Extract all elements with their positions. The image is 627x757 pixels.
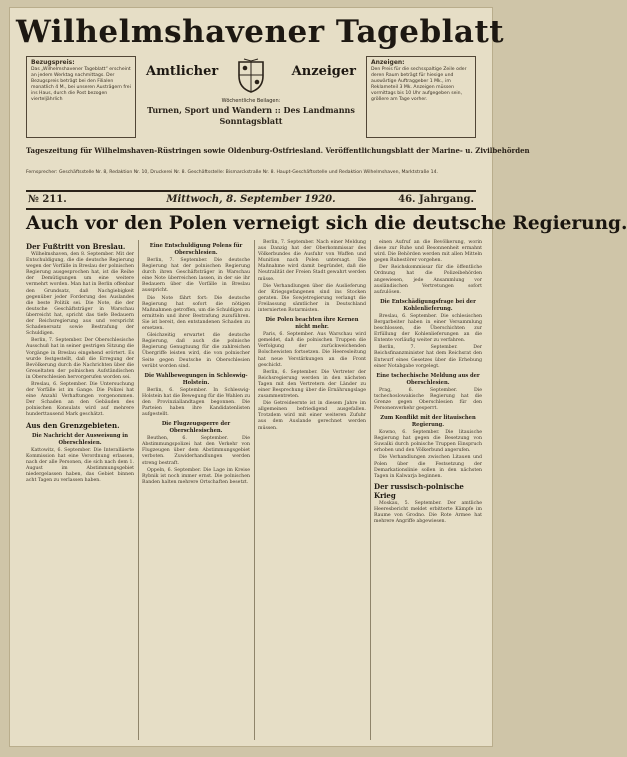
column-rule xyxy=(254,240,255,740)
article-subtitle: Die Nachricht der Ausweisung in Oberschlesien. xyxy=(31,432,128,446)
article-paragraph: Kowno, 6. September. Die litauische Regierung hat gegen die Besetzung von Suwalki durch polnische Truppen Einspruch erhoben und den Völkerbund angerufen. xyxy=(374,430,482,454)
article-paragraph: Berlin, 7. September. Der Oberschlesische Ausschuß hat in seiner gestrigen Sitzung die Vorgänge in Breslau eingehend erörtert. Es wurde festgestellt, daß die Erregung der Bevölkerung durch die Nachrichten über die Greueltaten der polnischen Aufständischen in Oberschlesien hervorgerufen worden sei. xyxy=(26,338,134,380)
column-1 xyxy=(26,240,134,740)
issue-dateline xyxy=(26,190,476,210)
subscription-text: Das „Wilhelmshavener Tageblatt“ erscheint an jedem Werktag nachmittags. Der Bezugspreis beträgt bei den Filialen monatlich 4 M., bei unseren Austrägern frei ins Haus, durch die Post bezogen vierteljährlich xyxy=(31,67,131,102)
official-gazette-banner xyxy=(140,56,362,138)
article-subtitle: Die Wahlbewegungen in Schleswig-Holstein. xyxy=(144,372,248,386)
subscription-title: Bezugspreis: xyxy=(31,59,75,66)
article-paragraph: Berlin, 6. September. Die Vertreter der Reichsregierung werden in den nächsten Tagen mit den Vertretern der Länder zu einer Besprechung über die Ernährungslage zusammentreten. xyxy=(258,369,366,400)
newspaper-page xyxy=(10,8,627,746)
article-title: Der russisch-polnische Krieg xyxy=(374,481,464,500)
header-boxes xyxy=(26,56,476,142)
column-2 xyxy=(142,240,250,740)
article-paragraph: Die Verhandlungen über die Auslieferung der Kriegsgefangenen sind ins Stocken geraten. Die Sowjetregierung verlangt die Freilassung sämtlicher in Deutschland internierten Rotarmisten. xyxy=(258,283,366,314)
column-rule xyxy=(138,240,139,740)
supplements-titles: Turnen, Sport und Wandern :: Des Landmanns Sonntagsblatt xyxy=(147,105,355,126)
coat-of-arms-icon xyxy=(236,58,266,94)
article-title: Der Fußtritt von Breslau. xyxy=(26,242,126,251)
article-paragraph: Die Getreideernte ist in diesem Jahre im allgemeinen befriedigend ausgefallen. Trotzdem wird mit einer weiteren Zufuhr aus dem Auslande gerechnet werden müssen. xyxy=(258,401,366,431)
article-subtitle: Eine Entschuldigung Polens für Oberschlesien. xyxy=(149,243,243,256)
issue-number: № 211. xyxy=(28,194,67,205)
article-paragraph: Berlin, 7. September. Die deutsche Regierung hat der polnischen Regierung durch ihren Geschäftsträger in Warschau eine Note überreichen lassen, in der sie ihr Bedauern über die Vorfälle in Breslau ausspricht. xyxy=(142,258,250,294)
article-paragraph: Wilhelmshaven, den 8. September. Mit der Entschuldigung, die die deutsche Regierung wegen der Vorfälle in Breslau der polnischen Regierung ausgesprochen hat, ist die Reihe der Demütigungen um eine weitere vermehrt worden. Man hat in Berlin offenbar den Grundsatz, daß Nachgiebigkeit gegenüber jeder Forderung des Auslandes die beste Politik sei. Die Note, die der deutsche Geschäftsträger in Warschau überreicht hat, spricht das tiefe Bedauern der Reichsregierung aus und verspricht Schadenersatz sowie Bestrafung der Schuldigen. xyxy=(26,252,134,337)
main-headline: Auch vor den Polen verneigt sich die deutsche Regierung. xyxy=(26,213,627,234)
column-rule xyxy=(370,240,371,740)
subscription-box xyxy=(26,56,136,138)
masthead-title: Wilhelmshavener Tageblatt xyxy=(16,14,505,50)
article-subtitle: Zum Konflikt mit der litauischen Regierung. xyxy=(380,415,476,429)
advertisement-title: Anzeigen: xyxy=(371,59,405,66)
article-paragraph: Breslau, 6. September. Die schlesischen Bergarbeiter haben in einer Versammlung beschlossen, die Überschichten zur Erfüllung der Kohlenlieferungen an die Entente vorläufig weiter zu verfahren. xyxy=(374,313,482,344)
article-paragraph: Oppeln, 6. September. Die Lage im Kreise Rybnik ist noch immer ernst. Die polnischen Banden halten mehrere Ortschaften besetzt. xyxy=(142,467,250,485)
article-paragraph: Moskau, 5. September. Der amtliche Heeresbericht meldet erbitterte Kämpfe im Raume von Grodno. Die Rote Armee hat mehrere Angriffe abgewiesen. xyxy=(374,500,482,525)
article-paragraph: einen Aufruf an die Bevölkerung, worin diese zur Ruhe und Besonnenheit ermahnt wird. Die Behörden werden mit allen Mitteln gegen Ruhestörer vorgehen. xyxy=(374,240,482,264)
issue-volume: 46. Jahrgang. xyxy=(398,194,474,205)
article-paragraph: Prag, 6. September. Die tschechoslowakische Regierung hat die Grenze gegen Oberschlesien für den Personenverkehr gesperrt. xyxy=(374,387,482,411)
article-subtitle: Die Flugzeugsperre der Oberschlesischen. xyxy=(161,421,231,435)
article-paragraph: Gleichzeitig erwartet die deutsche Regierung, daß auch die polnische Regierung Genugtuung für die zahlreichen Übergriffe leisten wird, die von polnischer Seite gegen Deutsche in Oberschlesien verübt worden sind. xyxy=(142,333,250,369)
article-paragraph: Die Note fährt fort: Die deutsche Regierung hat sofort die nötigen Maßnahmen getroffen, um die Schuldigen zu ermitteln und ihrer Bestrafung zuzuführen. Sie ist bereit, den entstandenen Schaden zu ersetzen. xyxy=(142,295,250,332)
advertisement-text: Den Preis für die sechsspaltige Zeile oder deren Raum beträgt für hiesige und auswärtige Auftraggeber 1 Mk., im Reklameteil 3 Mk. Anzeigen müssen vormittags bis 10 Uhr aufgegeben sein, größere am Tage vorher. xyxy=(371,67,467,102)
supplements-label: Wöchentliche Beilagen: xyxy=(221,98,281,104)
article-paragraph: Paris, 6. September. Aus Warschau wird gemeldet, daß die polnischen Truppen die Verfolgung der zurückweichenden Bolschewisten fortsetzen. Die Heeresleitung hat neue Verstärkungen an die Front geschickt. xyxy=(258,332,366,368)
advertisement-box xyxy=(366,56,476,138)
article-columns xyxy=(26,240,482,740)
article-paragraph: Der Reichskommissar für die öffentliche Ordnung hat die Polizeibehörden angewiesen, jede Ansammlung vor ausländischen Vertretungen sofort aufzulösen. xyxy=(374,265,482,295)
article-paragraph: Breslau, 6. September. Die Untersuchung der Vorfälle ist im Gange. Die Polizei hat eine Anzahl Verhaftungen vorgenommen. Der Schaden an den Gebäuden des polnischen Konsulats wird auf mehrere hunderttausend Mark geschätzt. xyxy=(26,381,134,418)
official-label-right: Anzeiger xyxy=(291,64,356,79)
column-3 xyxy=(258,240,366,740)
article-paragraph: Kattowitz, 6. September. Die Interalliierte Kommission hat eine Verordnung erlassen, nach der alle Personen, die sich nach dem 1. August im Abstimmungsgebiet niedergelassen haben, das Gebiet binnen acht Tagen zu verlassen haben. xyxy=(26,447,134,483)
paper-subtitle: Tageszeitung für Wilhelmshaven-Rüstringen sowie Oldenburg-Ostfriesland. Veröffentlichungsblatt der Marine- u. Zivilbehörden xyxy=(26,146,530,155)
column-4 xyxy=(374,240,482,740)
article-paragraph: Berlin, 7. September. Der Reichsfinanzminister hat dem Reichsrat den Entwurf eines Gesetzes über die Erhebung einer Notabgabe vorgelegt. xyxy=(374,345,482,369)
article-paragraph: Die Verhandlungen zwischen Litauen und Polen über die Festsetzung der Demarkationslinie sollen in den nächsten Tagen in Kalwarja beginnen. xyxy=(374,455,482,479)
issue-date: Mittwoch, 8. September 1920. xyxy=(166,194,336,205)
article-paragraph: Berlin, 7. September. Nach einer Meldung aus Danzig hat der Oberkommissar des Völkerbundes die Ausfuhr von Waffen und Munition nach Polen untersagt. Die Maßnahme wird damit begründet, daß die Neutralität der Freien Stadt gewahrt werden müsse. xyxy=(258,240,366,282)
article-title: Aus den Grenzgebieten. xyxy=(26,420,120,430)
article-subtitle: Die Entschädigungsfrage bei der Kohlenlieferung. xyxy=(380,298,476,312)
article-subtitle: Die Polen beachten ihre Kernen nicht mehr. xyxy=(265,317,359,331)
official-label-left: Amtlicher xyxy=(146,64,219,79)
article-paragraph: Beuthen, 6. September. Die Abstimmungspolizei hat den Verkehr von Flugzeugen über dem Abstimmungsgebiet verboten. Zuwiderhandlungen werden streng bestraft. xyxy=(142,436,250,466)
article-subtitle: Eine tschechische Meldung aus der Oberschlesien. xyxy=(376,372,480,386)
article-paragraph: Berlin, 6. September. In Schleswig-Holstein hat die Bewegung für die Wahlen zu den Provinziallandtagen begonnen. Die Parteien haben ihre Kandidatenlisten aufgestellt. xyxy=(142,387,250,418)
contact-line: Fernsprecher: Geschäftsstelle Nr. 8, Redaktion Nr. 10, Druckerei Nr. 8. Geschäftsstelle: Bismarckstraße Nr. 8. Haupt-Geschäftsstelle und Redaktion Wilhelmshaven, Marktstraße 14. xyxy=(26,170,438,175)
